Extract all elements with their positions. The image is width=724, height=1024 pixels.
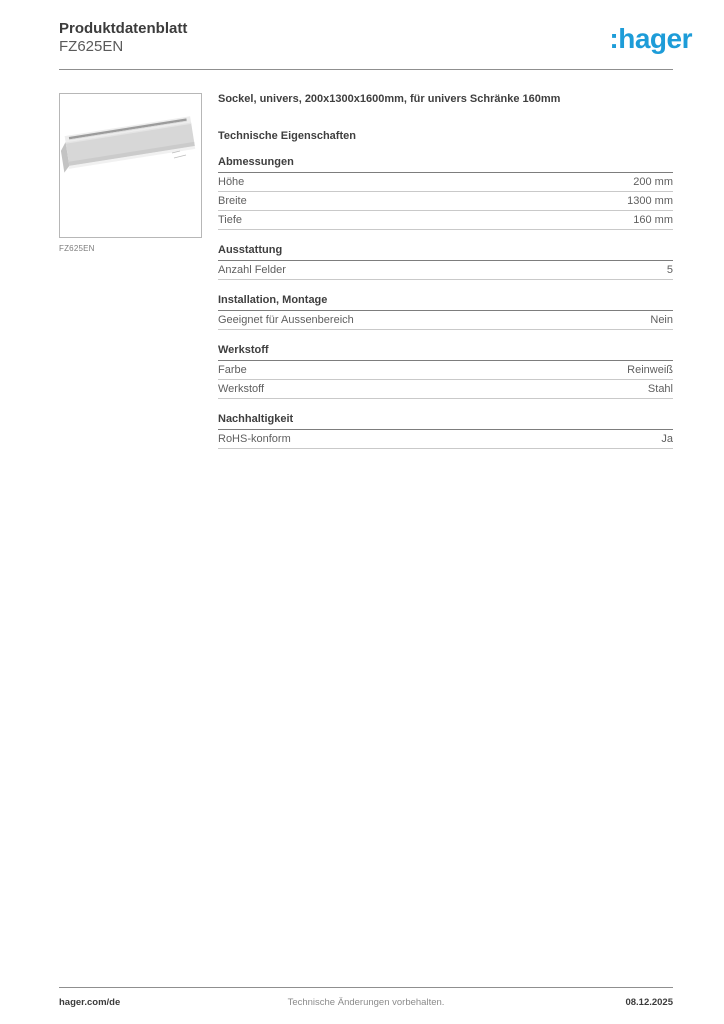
row-label: Höhe (218, 176, 245, 188)
table-row (218, 311, 673, 330)
table-row (218, 192, 673, 211)
row-value: 200 mm (633, 176, 673, 188)
row-label: Geeignet für Aussenbereich (218, 314, 354, 326)
section-heading: Abmessungen (218, 156, 673, 173)
row-label: Tiefe (218, 214, 243, 226)
table-row (218, 361, 673, 380)
section-abmessungen (218, 156, 673, 230)
hager-logo: :hager (609, 23, 692, 54)
row-value: Stahl (647, 383, 673, 395)
section-nachhaltigkeit (218, 413, 673, 449)
table-row (218, 261, 673, 280)
tech-properties-title: Technische Eigenschaften (218, 130, 356, 142)
section-werkstoff (218, 344, 673, 399)
product-figure (59, 93, 202, 253)
section-installation-montage (218, 294, 673, 330)
product-description: Sockel, univers, 200x1300x1600mm, für univers Schränke 160mm (218, 93, 561, 105)
document-footer (59, 997, 673, 1008)
product-image (59, 93, 202, 238)
table-row (218, 430, 673, 449)
row-value: Ja (661, 433, 673, 445)
row-value: 160 mm (633, 214, 673, 226)
table-row (218, 211, 673, 230)
row-label: Breite (218, 195, 247, 207)
table-row (218, 173, 673, 192)
section-heading: Nachhaltigkeit (218, 413, 673, 430)
section-ausstattung (218, 244, 673, 280)
document-header (59, 20, 692, 56)
plinth-product-photo-icon (60, 94, 201, 237)
product-image-caption: FZ625EN (59, 244, 95, 253)
row-label: Farbe (218, 364, 247, 376)
row-label: RoHS-konform (218, 433, 291, 445)
row-value: 1300 mm (627, 195, 673, 207)
section-heading: Ausstattung (218, 244, 673, 261)
table-row (218, 380, 673, 399)
row-label: Werkstoff (218, 383, 265, 395)
spec-content (218, 93, 673, 449)
footer-divider (59, 987, 673, 988)
footer-date: 08.12.2025 (625, 997, 673, 1008)
row-value: Reinweiß (627, 364, 673, 376)
row-value: 5 (666, 264, 673, 276)
row-label: Anzahl Felder (218, 264, 286, 276)
product-reference: FZ625EN (59, 38, 124, 55)
header-divider (59, 69, 673, 70)
footer-website: hager.com/de (59, 997, 121, 1008)
footer-disclaimer: Technische Änderungen vorbehalten. (287, 997, 445, 1008)
section-heading: Werkstoff (218, 344, 673, 361)
section-heading: Installation, Montage (218, 294, 673, 311)
row-value: Nein (650, 314, 673, 326)
page-title: Produktdatenblatt (59, 20, 188, 37)
